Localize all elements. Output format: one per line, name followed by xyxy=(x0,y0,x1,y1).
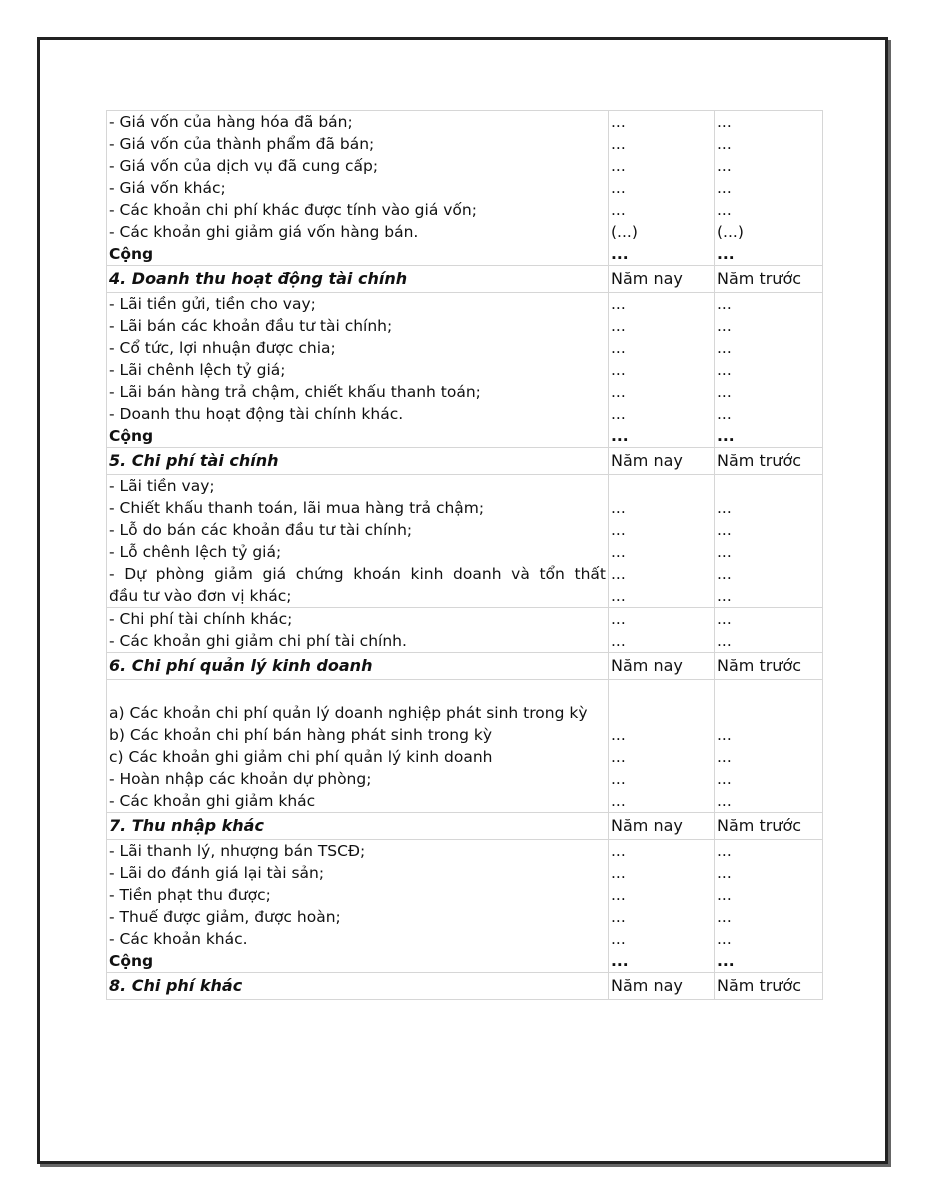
previous-year-value: ... xyxy=(717,930,732,948)
line-item-label: - Lãi bán các khoản đầu tư tài chính; xyxy=(109,317,393,335)
previous-year-value: ... xyxy=(717,427,735,445)
current-year-values-cell xyxy=(609,111,715,266)
previous-year-value: ... xyxy=(717,770,732,788)
line-item-label: b) Các khoản chi phí bán hàng phát sinh trong kỳ xyxy=(109,726,493,744)
previous-year-value: ... xyxy=(717,157,732,175)
total-label: Cộng xyxy=(109,427,154,445)
line-item-label: - Lãi do đánh giá lại tài sản; xyxy=(109,864,325,882)
previous-year-value: ... xyxy=(717,521,732,539)
previous-year-values-cell xyxy=(715,293,823,448)
line-item-label: - Giá vốn của hàng hóa đã bán; xyxy=(109,113,353,131)
current-year-value: ... xyxy=(611,113,626,131)
column-header-previous-year: Năm trước xyxy=(715,653,823,680)
line-item-label: đầu tư vào đơn vị khác; xyxy=(109,587,292,605)
previous-year-value xyxy=(717,680,820,702)
section-title: 5. Chi phí tài chính xyxy=(107,448,609,475)
item-labels-cell xyxy=(107,111,609,266)
current-year-value: (...) xyxy=(611,223,638,241)
previous-year-value: ... xyxy=(717,610,732,628)
current-year-value: ... xyxy=(611,930,626,948)
line-item-label: - Các khoản ghi giảm khác xyxy=(109,792,316,810)
line-item-label: - Các khoản khác. xyxy=(109,930,248,948)
column-header-previous-year: Năm trước xyxy=(715,813,823,840)
line-item-label: - Giá vốn khác; xyxy=(109,179,226,197)
line-item-label: - Lãi tiền vay; xyxy=(109,477,215,495)
item-labels-cell xyxy=(107,608,609,653)
line-item-label: - Các khoản ghi giảm chi phí tài chính. xyxy=(109,632,407,650)
line-item-label: - Lãi thanh lý, nhượng bán TSCĐ; xyxy=(109,842,366,860)
column-header-current-year: Năm nay xyxy=(609,266,715,293)
column-header-current-year: Năm nay xyxy=(609,653,715,680)
previous-year-value: ... xyxy=(717,726,732,744)
item-labels-cell xyxy=(107,840,609,973)
previous-year-value: (...) xyxy=(717,223,744,241)
previous-year-value: ... xyxy=(717,405,732,423)
item-labels-cell xyxy=(107,680,609,813)
previous-year-value: ... xyxy=(717,587,732,605)
previous-year-value: ... xyxy=(717,886,732,904)
previous-year-value: ... xyxy=(717,565,732,583)
column-header-current-year: Năm nay xyxy=(609,813,715,840)
line-item-label: - Các khoản ghi giảm giá vốn hàng bán. xyxy=(109,223,419,241)
previous-year-values-cell xyxy=(715,111,823,266)
total-label: Cộng xyxy=(109,245,154,263)
previous-year-value: ... xyxy=(717,295,732,313)
previous-year-values-cell xyxy=(715,475,823,608)
line-item-label: - Doanh thu hoạt động tài chính khác. xyxy=(109,405,404,423)
previous-year-value: ... xyxy=(717,632,732,650)
current-year-value: ... xyxy=(611,179,626,197)
current-year-values-cell xyxy=(609,475,715,608)
previous-year-value: ... xyxy=(717,842,732,860)
current-year-values-cell xyxy=(609,840,715,973)
current-year-value xyxy=(611,702,712,724)
line-item-label: - Giá vốn của thành phẩm đã bán; xyxy=(109,135,375,153)
previous-year-value: ... xyxy=(717,113,732,131)
line-item-label: - Chiết khấu thanh toán, lãi mua hàng trả chậm; xyxy=(109,499,485,517)
total-label: Cộng xyxy=(109,952,154,970)
section-header-row xyxy=(107,813,823,840)
previous-year-value: ... xyxy=(717,952,735,970)
line-item-label: - Dự phòng giảm giá chứng khoán kinh doanh và tổn thất xyxy=(109,565,606,583)
current-year-values-cell xyxy=(609,608,715,653)
current-year-value: ... xyxy=(611,632,626,650)
previous-year-values-cell xyxy=(715,680,823,813)
section-title: 4. Doanh thu hoạt động tài chính xyxy=(107,266,609,293)
column-header-previous-year: Năm trước xyxy=(715,266,823,293)
line-item-label: c) Các khoản ghi giảm chi phí quản lý kinh doanh xyxy=(109,748,493,766)
previous-year-value: ... xyxy=(717,908,732,926)
line-item-label: - Thuế được giảm, được hoàn; xyxy=(109,908,341,926)
previous-year-value: ... xyxy=(717,201,732,219)
current-year-value: ... xyxy=(611,952,629,970)
current-year-value: ... xyxy=(611,610,626,628)
current-year-value: ... xyxy=(611,842,626,860)
previous-year-value: ... xyxy=(717,792,732,810)
previous-year-value: ... xyxy=(717,339,732,357)
line-item-label: - Lỗ do bán các khoản đầu tư tài chính; xyxy=(109,521,413,539)
current-year-value: ... xyxy=(611,201,626,219)
column-header-previous-year: Năm trước xyxy=(715,448,823,475)
current-year-values-cell xyxy=(609,293,715,448)
financial-notes-table xyxy=(106,110,823,1000)
previous-year-value: ... xyxy=(717,383,732,401)
current-year-value: ... xyxy=(611,317,626,335)
previous-year-value: ... xyxy=(717,748,732,766)
current-year-value: ... xyxy=(611,135,626,153)
table-body xyxy=(107,111,823,1000)
section-title: 8. Chi phí khác xyxy=(107,973,609,1000)
current-year-value: ... xyxy=(611,339,626,357)
section-header-row xyxy=(107,448,823,475)
line-item-label: - Cổ tức, lợi nhuận được chia; xyxy=(109,339,336,357)
line-item-label: - Các khoản chi phí khác được tính vào giá vốn; xyxy=(109,201,477,219)
section-title: 6. Chi phí quản lý kinh doanh xyxy=(107,653,609,680)
previous-year-value: ... xyxy=(717,499,732,517)
table-row xyxy=(107,680,823,813)
column-header-current-year: Năm nay xyxy=(609,973,715,1000)
previous-year-value: ... xyxy=(717,245,735,263)
current-year-value: ... xyxy=(611,770,626,788)
previous-year-values-cell xyxy=(715,840,823,973)
line-item-label xyxy=(109,680,606,702)
current-year-value: ... xyxy=(611,361,626,379)
table-row xyxy=(107,293,823,448)
section-header-row xyxy=(107,266,823,293)
line-item-label: - Chi phí tài chính khác; xyxy=(109,610,293,628)
current-year-value: ... xyxy=(611,157,626,175)
current-year-value: ... xyxy=(611,499,626,517)
line-item-label: - Lỗ chênh lệch tỷ giá; xyxy=(109,543,282,561)
section-title: 7. Thu nhập khác xyxy=(107,813,609,840)
item-labels-cell xyxy=(107,293,609,448)
previous-year-value xyxy=(717,475,820,497)
current-year-value xyxy=(611,680,712,702)
line-item-label: - Lãi chênh lệch tỷ giá; xyxy=(109,361,286,379)
previous-year-value: ... xyxy=(717,361,732,379)
line-item-label: - Giá vốn của dịch vụ đã cung cấp; xyxy=(109,157,379,175)
current-year-value: ... xyxy=(611,587,626,605)
section-header-row xyxy=(107,973,823,1000)
item-labels-cell xyxy=(107,475,609,608)
current-year-value: ... xyxy=(611,245,629,263)
previous-year-value xyxy=(717,702,820,724)
current-year-value: ... xyxy=(611,886,626,904)
column-header-current-year: Năm nay xyxy=(609,448,715,475)
current-year-value: ... xyxy=(611,748,626,766)
current-year-value: ... xyxy=(611,521,626,539)
table-row xyxy=(107,475,823,608)
current-year-value: ... xyxy=(611,295,626,313)
current-year-value xyxy=(611,475,712,497)
current-year-value: ... xyxy=(611,864,626,882)
section-header-row xyxy=(107,653,823,680)
previous-year-value: ... xyxy=(717,864,732,882)
current-year-value: ... xyxy=(611,383,626,401)
line-item-label: - Tiền phạt thu được; xyxy=(109,886,271,904)
current-year-values-cell xyxy=(609,680,715,813)
current-year-value: ... xyxy=(611,405,626,423)
line-item-label: - Lãi bán hàng trả chậm, chiết khấu thanh toán; xyxy=(109,383,481,401)
current-year-value: ... xyxy=(611,427,629,445)
previous-year-value: ... xyxy=(717,179,732,197)
line-item-label: - Lãi tiền gửi, tiền cho vay; xyxy=(109,295,316,313)
table-row xyxy=(107,111,823,266)
column-header-previous-year: Năm trước xyxy=(715,973,823,1000)
table-row xyxy=(107,608,823,653)
previous-year-values-cell xyxy=(715,608,823,653)
current-year-value: ... xyxy=(611,565,626,583)
current-year-value: ... xyxy=(611,726,626,744)
current-year-value: ... xyxy=(611,543,626,561)
current-year-value: ... xyxy=(611,792,626,810)
table-row xyxy=(107,840,823,973)
previous-year-value: ... xyxy=(717,135,732,153)
line-item-label: - Hoàn nhập các khoản dự phòng; xyxy=(109,770,372,788)
current-year-value: ... xyxy=(611,908,626,926)
line-item-label: a) Các khoản chi phí quản lý doanh nghiệp phát sinh trong kỳ xyxy=(109,704,588,722)
previous-year-value: ... xyxy=(717,317,732,335)
previous-year-value: ... xyxy=(717,543,732,561)
